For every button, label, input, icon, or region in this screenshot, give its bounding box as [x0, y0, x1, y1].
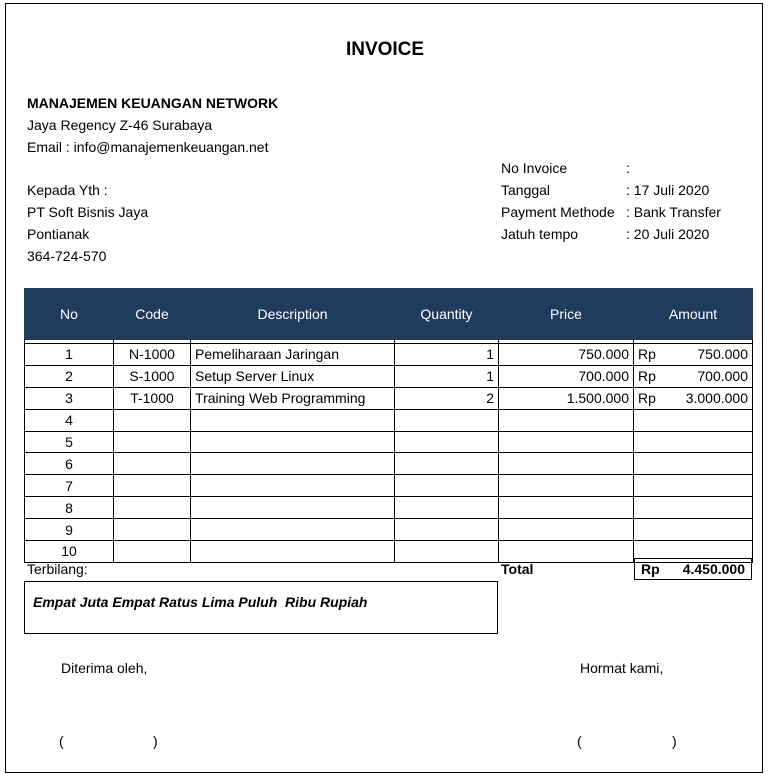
header-description: Description: [191, 289, 395, 340]
header-no: No: [25, 289, 114, 340]
cell-code: T-1000: [114, 387, 191, 409]
cell-price: [499, 519, 634, 541]
cell-description: [191, 541, 395, 563]
amount-currency: Rp: [638, 346, 656, 363]
cell-code: [114, 409, 191, 431]
cell-code: [114, 519, 191, 541]
amount-in-words-text: Empat Juta Empat Ratus Lima Puluh Ribu Rupiah: [33, 594, 368, 610]
right-signature-open: (: [577, 733, 582, 749]
cell-description: Pemeliharaan Jaringan: [191, 344, 395, 366]
total-value: 4.450.000: [682, 561, 745, 577]
cell-amount: [634, 475, 753, 497]
cell-code: [114, 431, 191, 453]
recipient-phone: 364-724-570: [27, 248, 107, 264]
cell-description: [191, 475, 395, 497]
cell-no: 5: [25, 431, 114, 453]
items-table: [24, 288, 753, 563]
cell-quantity: 2: [395, 387, 499, 409]
cell-code: [114, 475, 191, 497]
cell-code: [114, 497, 191, 519]
cell-price: [499, 409, 634, 431]
total-currency: Rp: [641, 561, 660, 577]
table-row: [25, 519, 753, 541]
cell-amount: [634, 453, 753, 475]
table-row: [25, 365, 753, 387]
amount-currency: Rp: [638, 390, 656, 407]
cell-quantity: [395, 541, 499, 563]
header-quantity: Quantity: [395, 289, 499, 340]
header-price: Price: [499, 289, 634, 340]
cell-code: [114, 541, 191, 563]
cell-no: 3: [25, 387, 114, 409]
meta-label: No Invoice: [501, 160, 568, 176]
cell-quantity: [395, 497, 499, 519]
cell-quantity: 1: [395, 344, 499, 366]
left-signature-open: (: [59, 733, 64, 749]
cell-no: 6: [25, 453, 114, 475]
amount-in-words: [24, 581, 498, 634]
company-name: MANAJEMEN KEUANGAN NETWORK: [27, 95, 279, 111]
cell-quantity: [395, 409, 499, 431]
cell-quantity: 1: [395, 365, 499, 387]
cell-description: [191, 453, 395, 475]
cell-price: [499, 541, 634, 563]
recipient-name: PT Soft Bisnis Jaya: [27, 204, 149, 220]
cell-amount: [634, 365, 753, 387]
cell-amount: [634, 409, 753, 431]
cell-no: 10: [25, 541, 114, 563]
cell-amount: [634, 497, 753, 519]
header-code: Code: [114, 289, 191, 340]
cell-quantity: [395, 475, 499, 497]
meta-label: Tanggal: [501, 182, 551, 198]
cell-no: 7: [25, 475, 114, 497]
right-signature-close: ): [672, 733, 677, 749]
cell-price: [499, 497, 634, 519]
table-row: [25, 387, 753, 409]
cell-amount: [634, 344, 753, 366]
amount-currency: Rp: [638, 368, 656, 385]
recipient-city: Pontianak: [27, 226, 90, 242]
cell-price: [499, 431, 634, 453]
meta-value: :: [626, 160, 630, 176]
received-by-label: Diterima oleh,: [61, 660, 148, 676]
company-address: Jaya Regency Z-46 Surabaya: [27, 117, 213, 133]
amount-value: 3.000.000: [685, 390, 748, 407]
cell-no: 8: [25, 497, 114, 519]
cell-description: [191, 497, 395, 519]
cell-amount: [634, 431, 753, 453]
invoice-title: INVOICE: [345, 39, 425, 60]
amount-value: 700.000: [697, 368, 748, 385]
cell-code: N-1000: [114, 344, 191, 366]
amount-value: 750.000: [697, 346, 748, 363]
cell-code: [114, 453, 191, 475]
cell-price: 1.500.000: [499, 387, 634, 409]
meta-value: : Bank Transfer: [626, 204, 721, 220]
meta-value: : 17 Juli 2020: [626, 182, 710, 198]
table-row: [25, 475, 753, 497]
terbilang-label: Terbilang:: [27, 561, 88, 577]
cell-no: 9: [25, 519, 114, 541]
cell-quantity: [395, 453, 499, 475]
regards-label: Hormat kami,: [580, 660, 664, 676]
cell-no: 4: [25, 409, 114, 431]
left-signature-close: ): [153, 733, 158, 749]
table-row: [25, 409, 753, 431]
cell-price: [499, 475, 634, 497]
cell-description: Setup Server Linux: [191, 365, 395, 387]
cell-no: 2: [25, 365, 114, 387]
cell-description: [191, 519, 395, 541]
total-amount: [634, 558, 752, 580]
table-row: [25, 344, 753, 366]
cell-description: [191, 409, 395, 431]
meta-value: : 20 Juli 2020: [626, 226, 710, 242]
cell-code: S-1000: [114, 365, 191, 387]
cell-no: 1: [25, 344, 114, 366]
cell-price: [499, 453, 634, 475]
total-label: Total: [501, 561, 534, 577]
cell-description: Training Web Programming: [191, 387, 395, 409]
table-header-row: [25, 289, 753, 340]
cell-quantity: [395, 519, 499, 541]
meta-label: Jatuh tempo: [501, 226, 579, 242]
cell-description: [191, 431, 395, 453]
table-row: [25, 497, 753, 519]
cell-price: 700.000: [499, 365, 634, 387]
company-email: Email : info@manajemenkeuangan.net: [27, 139, 269, 155]
table-row: [25, 453, 753, 475]
table-row: [25, 431, 753, 453]
meta-label: Payment Methode: [501, 204, 615, 220]
cell-price: 750.000: [499, 344, 634, 366]
cell-amount: [634, 519, 753, 541]
recipient-label: Kepada Yth :: [27, 182, 108, 198]
cell-amount: [634, 387, 753, 409]
header-amount: Amount: [634, 289, 753, 340]
cell-quantity: [395, 431, 499, 453]
